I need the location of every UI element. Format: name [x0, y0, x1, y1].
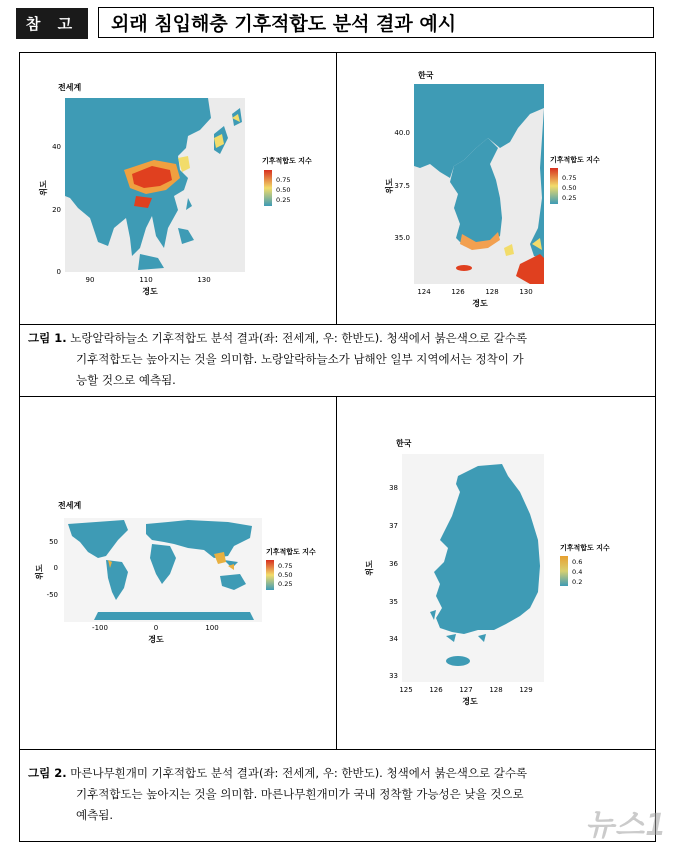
- legend-colorbar: [550, 168, 558, 204]
- y-tick: 40.0: [394, 129, 410, 137]
- divider: [19, 324, 656, 325]
- watermark-logo: 뉴스1: [585, 808, 667, 843]
- legend-colorbar: [560, 556, 568, 586]
- x-axis-label: 경도: [148, 635, 164, 644]
- legend-colorbar: [266, 560, 274, 590]
- legend-label: 0.2: [572, 578, 583, 586]
- fig2-korea-map: [360, 436, 650, 706]
- y-tick: 35.0: [394, 234, 410, 242]
- x-axis-label: 경도: [142, 287, 158, 296]
- x-tick: 124: [417, 288, 431, 296]
- legend-label: 0.50: [562, 184, 577, 192]
- y-tick: 37.5: [394, 182, 410, 190]
- legend-label: 0.75: [278, 562, 293, 570]
- x-tick: 126: [451, 288, 465, 296]
- fig2-world-map: [28, 496, 333, 646]
- x-tick: -100: [92, 624, 108, 632]
- legend-label: 0.75: [276, 176, 291, 184]
- divider: [336, 52, 337, 325]
- fig1-korea-map: [380, 68, 650, 308]
- caption-text: 예측됨.: [76, 808, 113, 822]
- figure1-caption: [28, 328, 653, 391]
- legend-title: 기후적합도 지수: [560, 544, 610, 552]
- y-tick: 50: [49, 538, 58, 546]
- legend-label: 0.75: [562, 174, 577, 182]
- y-axis-label: 위도: [385, 178, 394, 194]
- x-tick: 128: [489, 686, 503, 694]
- y-tick: 37: [389, 522, 398, 530]
- map-title: 전세계: [58, 83, 82, 92]
- map-title: 전세계: [58, 501, 82, 510]
- land-mass: [94, 612, 254, 620]
- x-tick: 125: [399, 686, 413, 694]
- legend-label: 0.4: [572, 568, 583, 576]
- y-tick: 38: [389, 484, 398, 492]
- y-tick: 35: [389, 598, 398, 606]
- page-title: 외래 침입해충 기후적합도 분석 결과 예시: [98, 7, 654, 38]
- legend-label: 0.6: [572, 558, 583, 566]
- y-axis-label: 위도: [365, 560, 374, 576]
- legend-title: 기후적합도 지수: [262, 157, 312, 165]
- y-tick: 0: [56, 268, 61, 276]
- x-tick: 129: [519, 686, 533, 694]
- legend-colorbar: [264, 170, 272, 206]
- y-tick: 0: [53, 564, 58, 572]
- y-tick: 34: [389, 635, 398, 643]
- divider: [336, 396, 337, 750]
- caption-text: 기후적합도는 높아지는 것을 의미함. 노랑알락하늘소가 남해안 일부 지역에서는 정착이 가: [76, 352, 524, 366]
- y-tick: 40: [52, 143, 61, 151]
- x-tick: 130: [197, 276, 211, 284]
- caption-text: 마른나무흰개미 기후적합도 분석 결과(좌: 전세계, 우: 한반도). 청색에서 붉은색으로 갈수록: [70, 766, 528, 780]
- x-tick: 127: [459, 686, 473, 694]
- jeju-hotspot: [456, 265, 472, 271]
- legend-label: 0.25: [276, 196, 291, 204]
- reference-tag: 참 고: [16, 8, 88, 39]
- map-title: 한국: [396, 439, 412, 448]
- x-tick: 126: [429, 686, 443, 694]
- legend-label: 0.50: [278, 571, 293, 579]
- x-tick: 110: [139, 276, 153, 284]
- x-tick: 90: [85, 276, 95, 284]
- x-tick: 128: [485, 288, 499, 296]
- x-tick: 100: [205, 624, 219, 632]
- figure2-caption: [28, 763, 653, 826]
- legend-label: 0.25: [278, 580, 293, 588]
- x-tick: 0: [153, 624, 159, 632]
- caption-text: 기후적합도는 높아지는 것을 의미함. 마른나무흰개미가 국내 정착할 가능성은 낮을 것으로: [76, 787, 524, 801]
- caption-text: 능할 것으로 예측됨.: [76, 373, 176, 387]
- y-axis-label: 위도: [35, 564, 44, 580]
- caption-label: 그림 2.: [28, 766, 67, 780]
- x-axis-label: 경도: [462, 697, 478, 706]
- divider: [19, 396, 656, 397]
- legend-label: 0.25: [562, 194, 577, 202]
- fig1-world-map: [28, 78, 333, 308]
- caption-text: 노랑알락하늘소 기후적합도 분석 결과(좌: 전세계, 우: 한반도). 청색에서 붉은색으로 갈수록: [70, 331, 528, 345]
- x-axis-label: 경도: [472, 299, 488, 308]
- y-tick: 33: [389, 672, 398, 680]
- section-header: [16, 7, 657, 40]
- caption-label: 그림 1.: [28, 331, 67, 345]
- y-tick: 20: [52, 206, 61, 214]
- y-axis-label: 위도: [39, 180, 48, 196]
- map-title: 한국: [418, 71, 434, 80]
- legend-label: 0.50: [276, 186, 291, 194]
- divider: [19, 749, 656, 750]
- legend-title: 기후적합도 지수: [550, 156, 600, 164]
- y-tick: 36: [389, 560, 398, 568]
- legend-title: 기후적합도 지수: [266, 548, 316, 556]
- y-tick: -50: [46, 591, 58, 599]
- jeju-island: [446, 656, 470, 666]
- x-tick: 130: [519, 288, 533, 296]
